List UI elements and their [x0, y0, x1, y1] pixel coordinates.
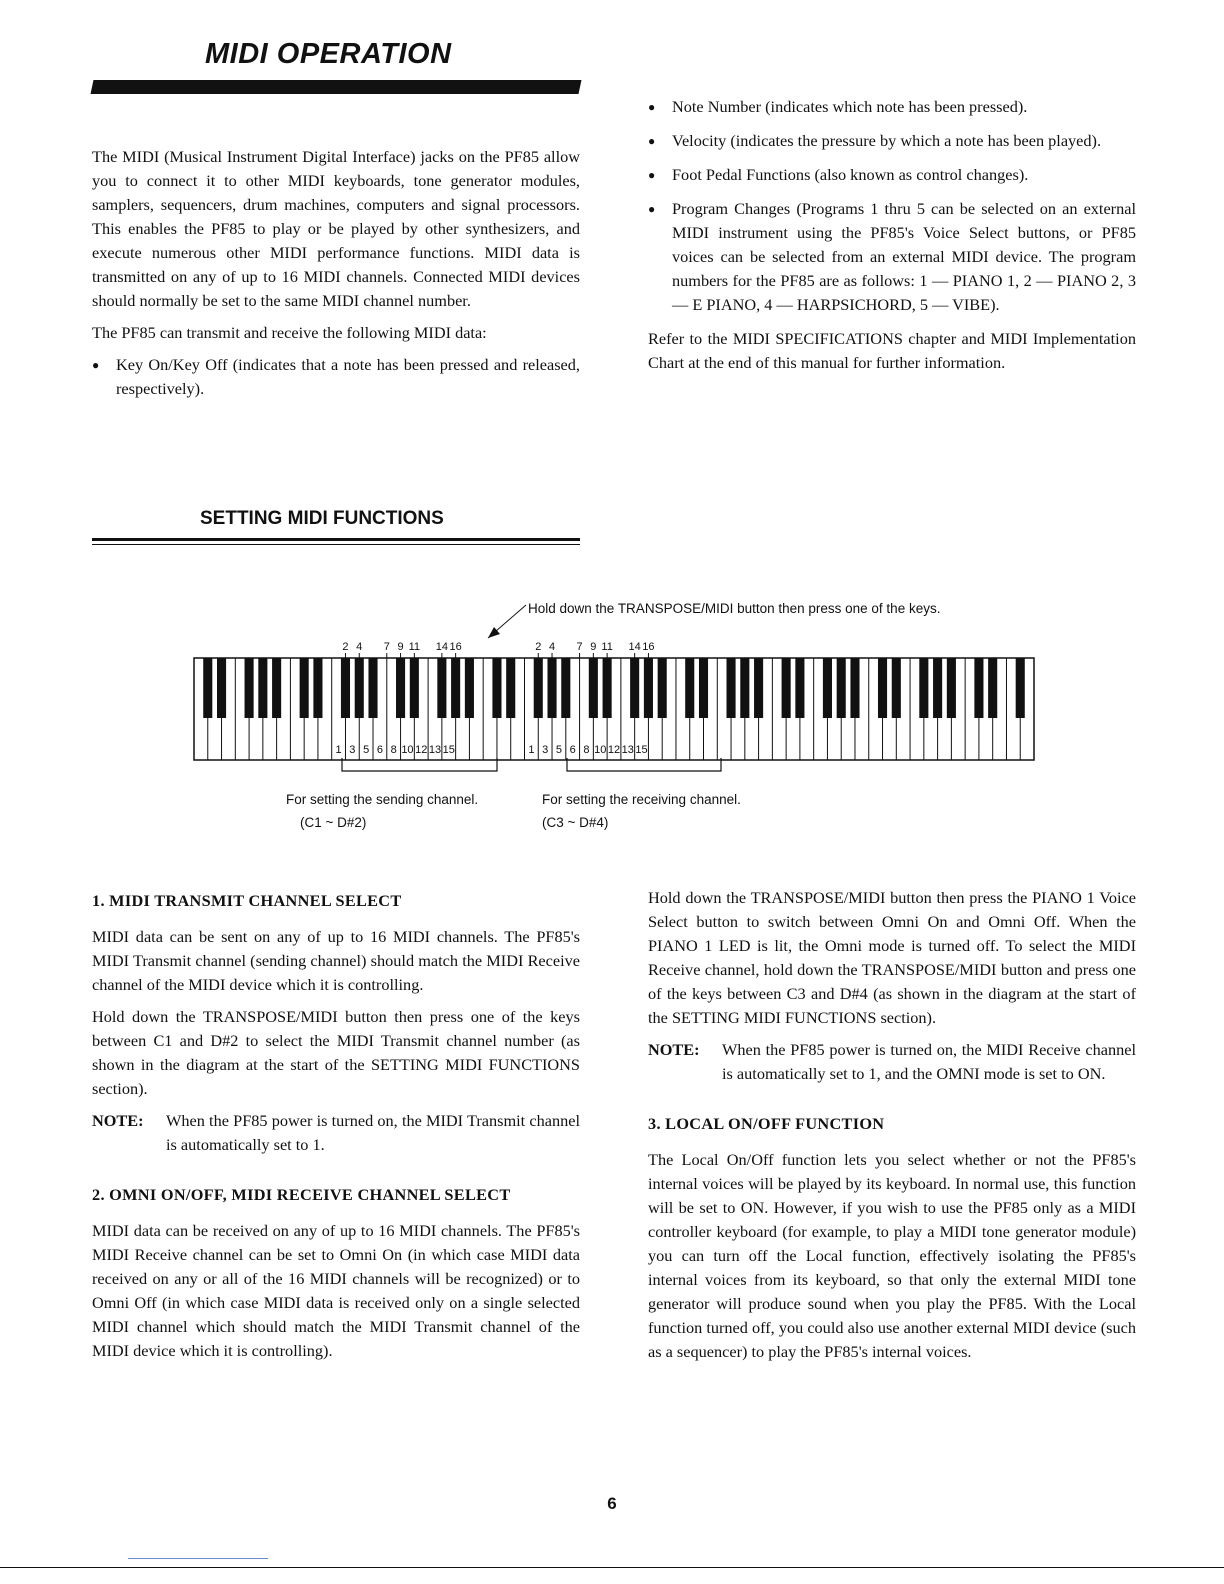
white-key-number: 5	[555, 744, 562, 756]
black-key-number: 4	[356, 641, 363, 653]
list-item: ● Velocity (indicates the pressure by which a note has been played).	[648, 129, 1136, 153]
black-key	[878, 658, 887, 718]
intro-paragraph: The MIDI (Musical Instrument Digital Interface) jacks on the PF85 allow you to connect it to other MIDI keyboards, tone generator modules, samplers, sequencers, drum machines, computers and signal processors. This enables the PF85 to play or be played by other synthesizers, and execute numerous other MIDI performance functions. MIDI data is transmitted on any of up to 16 MIDI channels. Connected MIDI devices should normally be set to the same MIDI channel number.	[92, 147, 580, 310]
black-key	[892, 658, 901, 718]
heading-omni-receive: 2. OMNI ON/OFF, MIDI RECEIVE CHANNEL SELECT	[92, 1185, 511, 1204]
receive-paragraph-2: Hold down the TRANSPOSE/MIDI button then press the PIANO 1 Voice Select button to switch between Omni On and Omni Off. When the PIANO 1 LED is lit, the Omni mode is turned off. To select the MIDI Receive channel, hold down the TRANSPOSE/MIDI button and press one of the keys between C3 and D#4 (as shown in the diagram at the start of the SETTING MIDI FUNCTIONS section).	[648, 888, 1136, 1027]
list-item: ● Key On/Key Off (indicates that a note has been pressed and released, respectively).	[92, 353, 580, 401]
white-key-number: 6	[376, 744, 383, 756]
black-key-number: 16	[642, 641, 655, 653]
white-key-number: 1	[528, 744, 535, 756]
note-text: When the PF85 power is turned on, the MIDI Transmit channel is automatically set to 1.	[166, 1111, 580, 1154]
list-item: ● Program Changes (Programs 1 thru 5 can be selected on an external MIDI instrument using the PF85's Voice Select buttons, or PF85 voices can be selected from an external MIDI device. The program numbers for the PF85 are as follows: 1 — PIANO 1, 2 — PIANO 2, 3 — E PIANO, 4 — HARPSICHORD, 5 — VIBE).	[648, 197, 1136, 317]
black-key	[492, 658, 501, 718]
black-key	[947, 658, 956, 718]
title-underline-bar	[91, 80, 582, 94]
black-key	[740, 658, 749, 718]
white-key-number: 8	[583, 744, 590, 756]
black-key-number: 4	[548, 641, 556, 653]
white-key-number: 12	[607, 744, 621, 756]
receive-range-label: (C3 ~ D#4)	[542, 815, 609, 830]
receive-note	[648, 1038, 1136, 1086]
black-key	[245, 658, 254, 718]
callout-text: Hold down the TRANSPOSE/MIDI button then press one of the keys.	[528, 601, 941, 616]
black-key	[355, 658, 364, 718]
black-key	[561, 658, 570, 718]
black-key	[589, 658, 598, 718]
section-title-setting-midi: SETTING MIDI FUNCTIONS	[200, 508, 444, 529]
midi-data-list	[92, 353, 580, 401]
black-key	[603, 658, 612, 718]
heading-local-function: 3. LOCAL ON/OFF FUNCTION	[648, 1114, 885, 1133]
note-label: NOTE:	[648, 1040, 700, 1059]
black-key-number: 2	[342, 641, 349, 653]
receive-paragraph-1: MIDI data can be received on any of up to 16 MIDI channels. The PF85's MIDI Receive channel can be set to Omni On (in which case MIDI data received on any or all of the 16 MIDI channels will be recognized) or to Omni Off (in which case MIDI data is received only on a single selected MIDI channel which should match the MIDI Transmit channel of the MIDI device which it is controlling).	[92, 1221, 580, 1360]
page-title: MIDI OPERATION	[205, 38, 452, 70]
black-key	[465, 658, 474, 718]
heading-transmit-channel: 1. MIDI TRANSMIT CHANNEL SELECT	[92, 891, 402, 910]
bottom-rule	[0, 1567, 1224, 1568]
intro-right-column	[648, 95, 1136, 383]
section-rule-thin	[92, 544, 580, 545]
send-range-label: (C1 ~ D#2)	[300, 815, 367, 830]
black-key	[217, 658, 226, 718]
intro-data-list-lead: The PF85 can transmit and receive the following MIDI data:	[92, 323, 487, 342]
refer-paragraph: Refer to the MIDI SPECIFICATIONS chapter and MIDI Implementation Chart at the end of this manual for further information.	[648, 329, 1136, 372]
black-key	[300, 658, 309, 718]
black-key	[933, 658, 942, 718]
note-label: NOTE:	[92, 1111, 144, 1130]
white-key-number: 6	[569, 744, 576, 756]
white-key-number: 3	[349, 744, 356, 756]
black-key	[341, 658, 350, 718]
black-key	[644, 658, 653, 718]
right-body-column	[648, 886, 1136, 1372]
black-key	[451, 658, 460, 718]
black-key	[837, 658, 846, 718]
local-paragraph: The Local On/Off function lets you select whether or not the PF85's internal voices will be played by its keyboard. In normal use, this function will be set to ON. However, if you wish to use the PF85 only as a MIDI controller keyboard (for example, to play a MIDI tone generator module) you can turn off the Local function, effectively isolating the PF85's internal voices from its keyboard, so that only the external MIDI tone generator will produce sound when you play the PF85. With the Local function turned off, you could also use another external MIDI device (such as a sequencer) to play the PF85's internal voices.	[648, 1150, 1136, 1361]
white-key-number: 13	[428, 744, 442, 756]
white-key-number: 10	[594, 744, 607, 756]
black-key	[919, 658, 928, 718]
black-key	[754, 658, 763, 718]
send-channel-label: For setting the sending channel.	[286, 792, 479, 807]
black-key-number: 11	[408, 641, 421, 653]
intro-left-column	[92, 145, 580, 411]
black-key	[727, 658, 736, 718]
black-key-number: 9	[397, 641, 404, 653]
transmit-paragraph-2: Hold down the TRANSPOSE/MIDI button then press one of the keys between C1 and D#2 to select the MIDI Transmit channel number (as shown in the diagram at the start of the SETTING MIDI FUNCTIONS section).	[92, 1007, 580, 1098]
black-key	[988, 658, 997, 718]
black-key-number: 11	[601, 641, 613, 653]
black-key	[795, 658, 804, 718]
black-key	[396, 658, 405, 718]
white-key-number: 15	[442, 744, 455, 756]
black-key	[658, 658, 667, 718]
midi-data-list-continued	[648, 95, 1136, 317]
black-key-number: 14	[435, 641, 448, 653]
white-key-number: 13	[621, 744, 634, 756]
white-key-number: 1	[335, 744, 342, 756]
black-key	[630, 658, 639, 718]
black-key-number: 9	[590, 641, 597, 653]
black-key-number: 7	[383, 641, 390, 653]
black-key	[685, 658, 694, 718]
page-number: 6	[607, 1494, 617, 1513]
bottom-accent-line	[128, 1558, 268, 1559]
section-rule	[92, 538, 580, 541]
white-key-number: 10	[401, 744, 414, 756]
black-key	[258, 658, 267, 718]
black-key	[1016, 658, 1025, 718]
black-key	[547, 658, 556, 718]
black-key	[782, 658, 791, 718]
black-key	[368, 658, 377, 718]
black-key-number: 16	[449, 641, 462, 653]
black-key	[410, 658, 419, 718]
black-key-number: 7	[576, 641, 583, 653]
black-key	[272, 658, 281, 718]
note-text: When the PF85 power is turned on, the MIDI Receive channel is automatically set to 1, and the OMNI mode is set to ON.	[722, 1040, 1136, 1083]
black-key	[850, 658, 859, 718]
transmit-note	[92, 1109, 580, 1157]
transmit-paragraph-1: MIDI data can be sent on any of up to 16 MIDI channels. The PF85's MIDI Transmit channel (sending channel) should match the MIDI Receive channel of the MIDI device which it is controlling.	[92, 927, 580, 994]
left-body-column	[92, 889, 580, 1371]
white-key-number: 3	[542, 744, 549, 756]
receive-channel-label: For setting the receiving channel.	[542, 792, 741, 807]
black-key	[699, 658, 708, 718]
black-key	[437, 658, 446, 718]
black-key	[823, 658, 832, 718]
black-key-number: 14	[628, 641, 641, 653]
black-key-number: 2	[535, 641, 542, 653]
black-key	[203, 658, 212, 718]
list-item: ● Foot Pedal Functions (also known as control changes).	[648, 163, 1136, 187]
list-item: ● Note Number (indicates which note has been pressed).	[648, 95, 1136, 119]
white-key-number: 15	[635, 744, 648, 756]
white-key-number: 12	[415, 744, 428, 756]
black-key	[506, 658, 515, 718]
white-key-number: 8	[390, 744, 397, 756]
black-key	[313, 658, 322, 718]
white-key-number: 5	[363, 744, 370, 756]
black-key	[534, 658, 543, 718]
black-key	[974, 658, 983, 718]
